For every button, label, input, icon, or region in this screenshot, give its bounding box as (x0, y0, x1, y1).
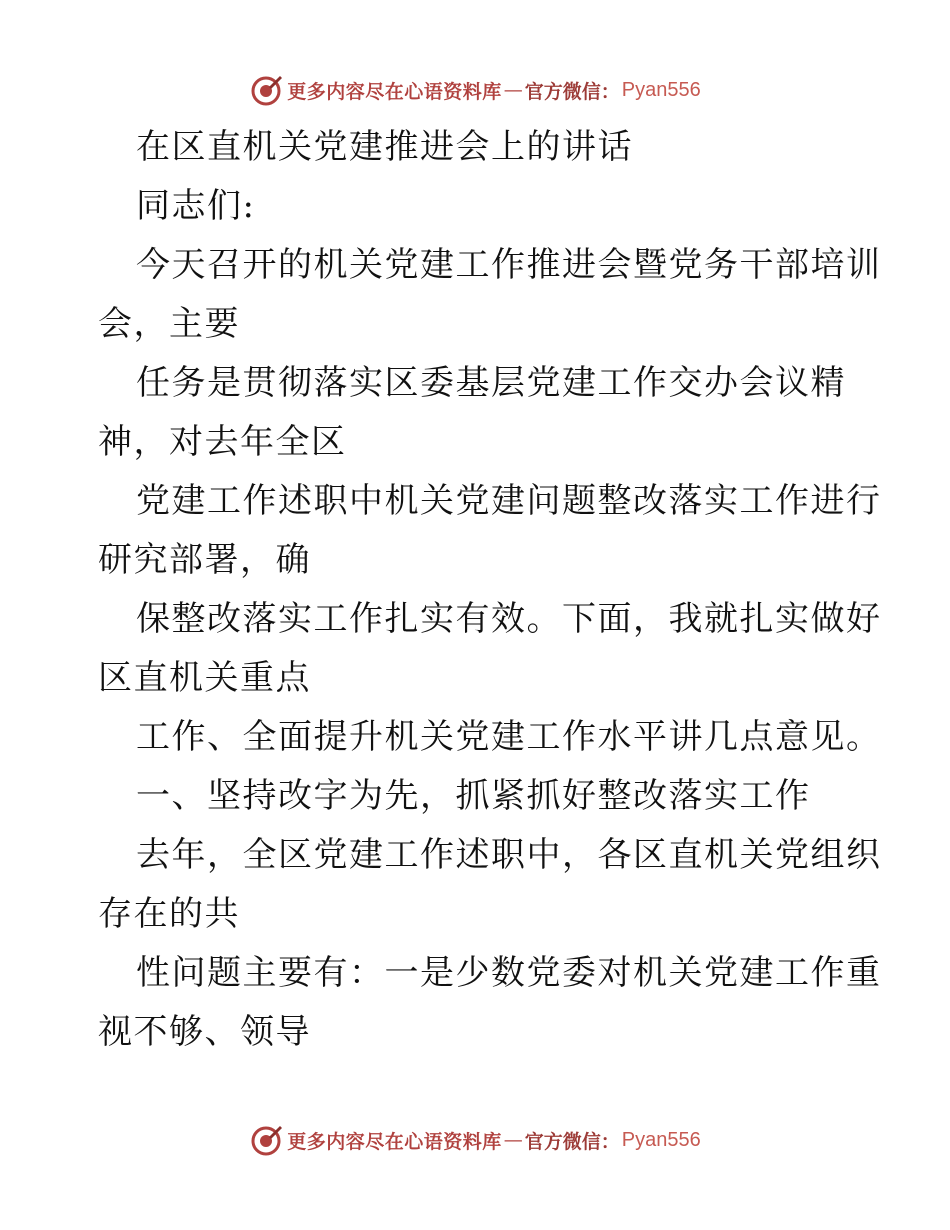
brand-logo-icon (249, 1123, 283, 1157)
paragraph-line: 工作、全面提升机关党建工作水平讲几点意见。 (136, 717, 882, 757)
paragraph-line: 性问题主要有：一是少数党委对机关党建工作重 (136, 953, 882, 993)
paragraph-line: 视不够、领导 (98, 1012, 311, 1052)
document-body (98, 118, 882, 1062)
salutation: 同志们: (136, 186, 256, 226)
banner-text: 更多内容尽在心语资料库 (287, 80, 502, 103)
banner-wechat-label: 官方微信： (524, 80, 620, 103)
banner-wechat-id: Pyan556 (621, 78, 701, 101)
paragraph-line: 去年，全区党建工作述职中，各区直机关党组织 (136, 835, 882, 875)
paragraph-line: 研究部署，确 (98, 540, 311, 580)
banner-text: 更多内容尽在心语资料库 (287, 1130, 502, 1153)
banner-wechat-label: 官方微信： (524, 1130, 620, 1153)
paragraph-line: 党建工作述职中机关党建问题整改落实工作进行 (136, 481, 882, 521)
banner-wechat-id: Pyan556 (621, 1128, 701, 1151)
paragraph-line: 神，对去年全区 (98, 422, 347, 462)
document-title: 在区直机关党建推进会上的讲话 (136, 127, 633, 167)
brand-logo-icon (249, 73, 283, 107)
paragraph-line: 区直机关重点 (98, 658, 311, 698)
footer-watermark-banner (0, 1120, 950, 1160)
paragraph-line: 任务是贯彻落实区委基层党建工作交办会议精 (136, 363, 846, 403)
paragraph-line: 今天召开的机关党建工作推进会暨党务干部培训 (136, 245, 882, 285)
banner-dash: — (503, 1129, 523, 1151)
paragraph-line: 保整改落实工作扎实有效。下面，我就扎实做好 (136, 599, 882, 639)
paragraph-line: 会，主要 (98, 304, 240, 344)
paragraph-line: 存在的共 (98, 894, 240, 934)
banner-dash: — (503, 79, 523, 101)
section-heading: 一、坚持改字为先，抓紧抓好整改落实工作 (136, 776, 811, 816)
header-watermark-banner (0, 70, 950, 110)
